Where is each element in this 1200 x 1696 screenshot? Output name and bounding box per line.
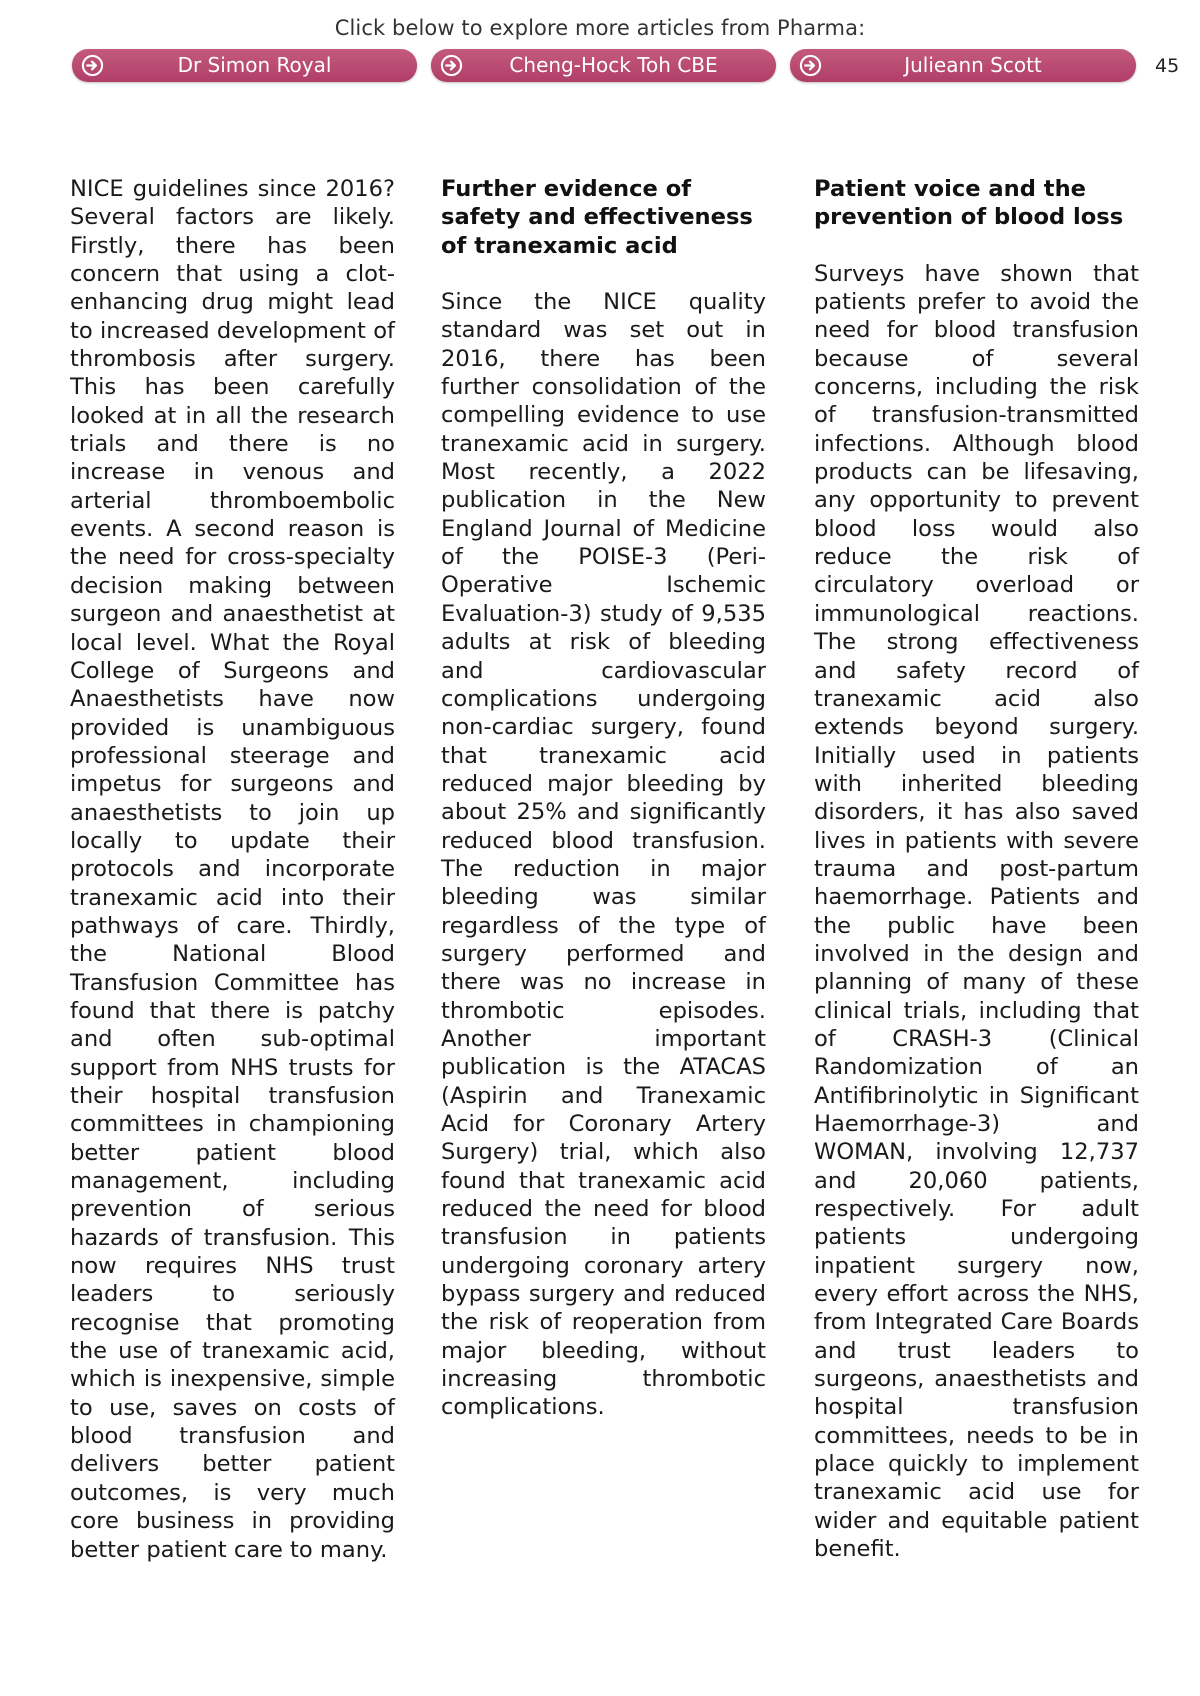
page-number: 45 [1155, 55, 1180, 77]
nav-button-label: Cheng-Hock Toh CBE [509, 53, 718, 77]
section-heading-safety-effectiveness: Further evidence of safety and effectiveness of tranexamic acid [441, 176, 753, 259]
column-3-body: Surveys have shown that patients prefer to avoid the need for blood transfusion because of several concerns, including the risk of transfusion-transmitted infections. Although blood products can be lifesaving, any opportunity to prevent blood loss would also reduce the risk of circulatory overload or immunological reactions. The strong effectiveness and safety record of tranexamic acid also extends beyond surgery. Initially used in patients with inherited bleeding disorders, it has also saved lives in patients with severe trauma and post-partum haemorrhage. Patients and the public have been involved in the design and planning of many of these clinical trials, including that of CRASH-3 (Clinical Randomization of an Antifibrinolytic in Significant Haemorrhage-3) and WOMAN, involving 12,737 and 20,060 patients, respectively. For adult patients undergoing inpatient surgery now, every effort across the NHS, from Integrated Care Boards and trust leaders to surgeons, anaesthetists and hospital transfusion committees, needs to be in place quickly to implement tranexamic acid use for wider and equitable patient benefit. [814, 260, 1139, 1563]
section-heading-patient-voice: Patient voice and the prevention of blood loss [814, 176, 1124, 231]
column-2-body: Since the NICE quality standard was set out in 2016, there has been further consolidation of the compelling evidence to use tranexamic acid in surgery. Most recently, a 2022 publication in the New England Journal of Medicine of the POISE-3 (Peri-Operative Ischemic Evaluation-3) study of 9,535 adults at risk of bleeding and cardiovascular complications undergoing non-cardiac surgery, found that tranexamic acid reduced major bleeding by about 25% and significantly reduced blood transfusion. The reduction in major bleeding was similar regardless of the type of surgery performed and there was no increase in thrombotic episodes. Another important publication is the ATACAS (Aspirin and Tranexamic Acid for Coronary Artery Surgery) trial, which also found that tranexamic acid reduced the need for blood transfusion in patients undergoing coronary artery bypass surgery and reduced the risk of reoperation from major bleeding, without increasing thrombotic complications. [441, 289, 766, 1421]
arrow-circle-right-icon [81, 54, 104, 77]
arrow-circle-right-icon [440, 54, 463, 77]
arrow-circle-right-icon [799, 54, 822, 77]
column-1-body: NICE guidelines since 2016? Several factors are likely. Firstly, there has been concern that using a clot-enhancing drug might lead to increased development of thrombosis after surgery. This has been carefully looked at in all the research trials and there is no increase in venous and arterial thromboembolic events. A second reason is the need for cross-specialty decision making between surgeon and anaesthetist at local level. What the Royal College of Surgeons and Anaesthetists have now provided is unambiguous professional steerage and impetus for surgeons and anaesthetists to join up locally to update their protocols and incorporate tranexamic acid into their pathways of care. Thirdly, the National Blood Transfusion Committee has found that there is patchy and often sub-optimal support from NHS trusts for their hospital transfusion committees in championing better patient blood management, including prevention of serious hazards of transfusion. This now requires NHS trust leaders to seriously recognise that promoting the use of tranexamic acid, which is inexpensive, simple to use, saves on costs of blood transfusion and delivers better patient outcomes, is very much core business in providing better patient care to many. [70, 176, 395, 1563]
nav-button-label: Julieann Scott [904, 53, 1042, 77]
nav-button-julieann-scott[interactable] [790, 49, 1136, 82]
article-column-2 [441, 175, 766, 1422]
nav-button-cheng-hock-toh[interactable] [431, 49, 776, 82]
nav-button-dr-simon-royal[interactable] [72, 49, 417, 82]
article-column-1 [70, 175, 395, 1564]
nav-button-label: Dr Simon Royal [177, 53, 332, 77]
article-column-3 [814, 175, 1139, 1564]
nav-caption: Click below to explore more articles from Pharma: [334, 16, 866, 40]
